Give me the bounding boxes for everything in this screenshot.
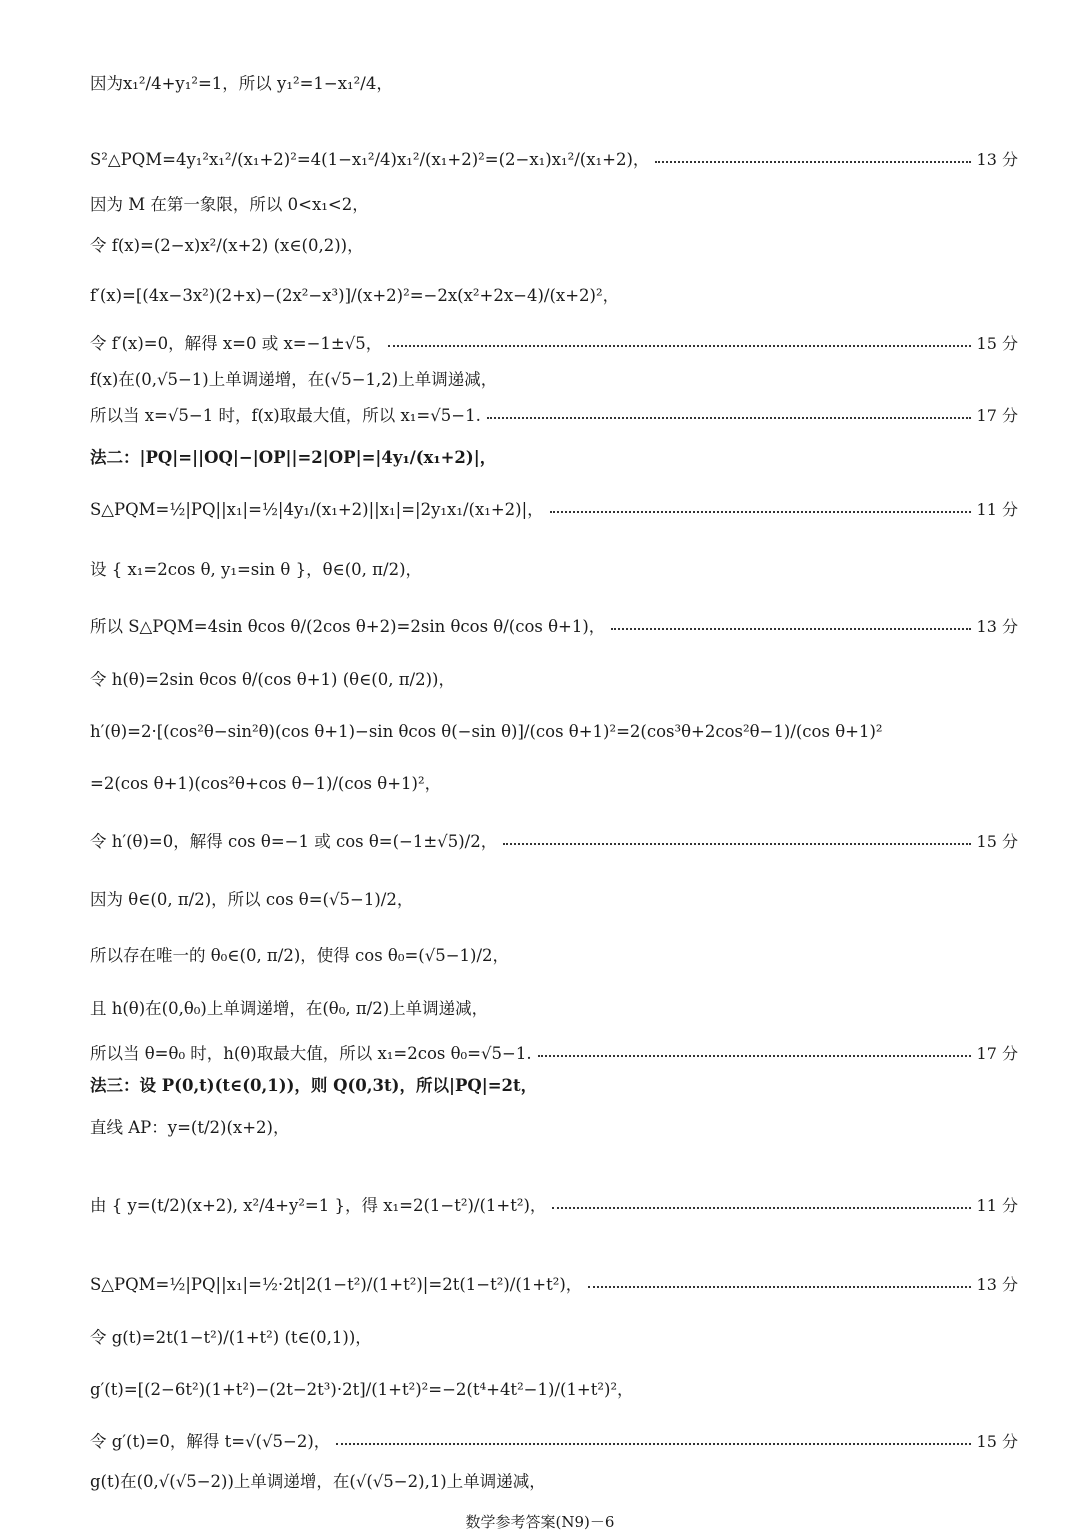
text-line: 所以存在唯一的 θ₀∈(0, π/2)，使得 cos θ₀=(√5−1)/2，: [90, 946, 510, 965]
text-line: 令 g(t)=2t(1−t²)/(1+t²) (t∈(0,1))，: [90, 1328, 372, 1347]
dot-leader: [487, 417, 971, 419]
score-label: 15 分: [976, 1432, 1018, 1452]
text-line: 因为x₁²/4+y₁²=1，所以 y₁²=1−x₁²/4，: [90, 74, 393, 93]
text-line: 所以 S△PQM=4sin θcos θ/(2cos θ+2)=2sin θcos θ/(cos θ+1)， 13 分: [90, 617, 1018, 637]
text-line: 所以当 x=√5−1 时，f(x)取最大值，所以 x₁=√5−1. 17 分: [90, 406, 1018, 426]
dot-leader: [538, 1055, 971, 1057]
dot-leader: [550, 511, 971, 513]
text-line: S△PQM=½|PQ||x₁|=½|4y₁/(x₁+2)||x₁|=|2y₁x₁/(x₁+2)|， 11 分: [90, 500, 1018, 520]
text-line: g(t)在(0,√(√5−2))上单调递增，在(√(√5−2),1)上单调递减，: [90, 1472, 546, 1491]
text-line: 且 h(θ)在(0,θ₀)上单调递增，在(θ₀, π/2)上单调递减，: [90, 999, 489, 1018]
dot-leader: [336, 1443, 970, 1445]
page-footer: 数学参考答案(N9)－6: [465, 1513, 615, 1531]
dot-leader: [588, 1286, 970, 1288]
score-label: 13 分: [976, 150, 1018, 170]
text-line: h′(θ)=2·[(cos²θ−sin²θ)(cos θ+1)−sin θcos θ(−sin θ)]/(cos θ+1)²=2(cos³θ+2cos²θ−1)/(cos θ+1)²: [90, 722, 883, 741]
text-line: S²△PQM=4y₁²x₁²/(x₁+2)²=4(1−x₁²/4)x₁²/(x₁+2)²=(2−x₁)x₁²/(x₁+2)， 13 分: [90, 150, 1018, 170]
score-label: 15 分: [976, 832, 1018, 852]
text-line: 因为 θ∈(0, π/2)，所以 cos θ=(√5−1)/2，: [90, 890, 414, 909]
text-line: 令 h(θ)=2sin θcos θ/(cos θ+1) (θ∈(0, π/2))，: [90, 670, 455, 689]
text-line: S△PQM=½|PQ||x₁|=½·2t|2(1−t²)/(1+t²)|=2t(1−t²)/(1+t²)， 13 分: [90, 1275, 1018, 1295]
text-line: f(x)在(0,√5−1)上单调递增，在(√5−1,2)上单调递减，: [90, 370, 498, 389]
section-heading-line: 法三：设 P(0,t)(t∈(0,1))，则 Q(0,3t)，所以|PQ|=2t，: [90, 1076, 538, 1095]
text-line: 设 { x₁=2cos θ, y₁=sin θ }，θ∈(0, π/2)，: [90, 560, 423, 579]
text-line: 令 f′(x)=0，解得 x=0 或 x=−1±√5， 15 分: [90, 334, 1018, 354]
dot-leader: [388, 345, 970, 347]
score-label: 17 分: [976, 1044, 1018, 1064]
score-label: 17 分: [976, 406, 1018, 426]
text-line: 所以当 θ=θ₀ 时，h(θ)取最大值，所以 x₁=2cos θ₀=√5−1. 17 分: [90, 1044, 1018, 1064]
dot-leader: [552, 1207, 970, 1209]
score-label: 13 分: [976, 617, 1018, 637]
text-line: 令 g′(t)=0，解得 t=√(√5−2)， 15 分: [90, 1432, 1018, 1452]
text-line: f′(x)=[(4x−3x²)(2+x)−(2x²−x³)]/(x+2)²=−2x(x²+2x−4)/(x+2)²，: [90, 286, 620, 305]
dot-leader: [611, 628, 970, 630]
text-line: 令 f(x)=(2−x)x²/(x+2) (x∈(0,2))，: [90, 236, 364, 255]
text-line: =2(cos θ+1)(cos²θ+cos θ−1)/(cos θ+1)²，: [90, 774, 442, 793]
score-label: 13 分: [976, 1275, 1018, 1295]
score-label: 11 分: [976, 500, 1018, 520]
text-line: 因为 M 在第一象限，所以 0<x₁<2，: [90, 195, 369, 214]
text-line: g′(t)=[(2−6t²)(1+t²)−(2t−2t³)·2t]/(1+t²)²=−2(t⁴+4t²−1)/(1+t²)²，: [90, 1380, 634, 1399]
score-label: 11 分: [976, 1196, 1018, 1216]
section-heading-line: 法二：|PQ|=||OQ|−|OP||=2|OP|=|4y₁/(x₁+2)|，: [90, 448, 497, 467]
dot-leader: [655, 161, 970, 163]
text-line: 令 h′(θ)=0，解得 cos θ=−1 或 cos θ=(−1±√5)/2， 15 分: [90, 832, 1018, 852]
dot-leader: [503, 843, 970, 845]
score-label: 15 分: [976, 334, 1018, 354]
text-line: 直线 AP：y=(t/2)(x+2)，: [90, 1118, 290, 1137]
text-line: 由 { y=(t/2)(x+2), x²/4+y²=1 }，得 x₁=2(1−t²)/(1+t²)， 11 分: [90, 1196, 1018, 1216]
